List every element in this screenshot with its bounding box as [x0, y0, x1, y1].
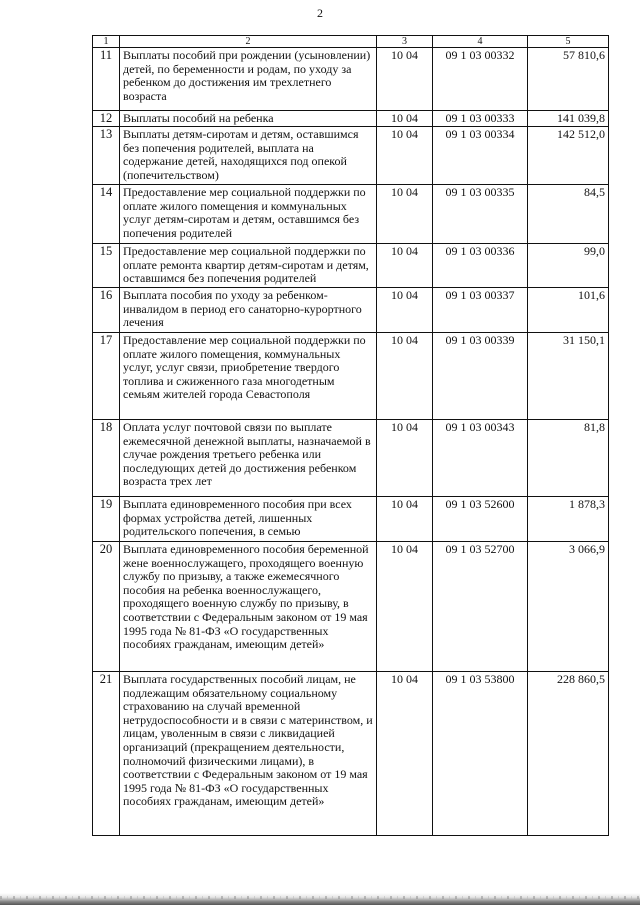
row-number: 11	[93, 48, 120, 111]
row-number: 13	[93, 127, 120, 185]
table-row	[93, 333, 609, 420]
row-description: Выплаты пособий при рождении (усыновлении) детей, по беременности и родам, по уходу за ребенком до достижения им трехлетнего возраста	[120, 48, 377, 111]
row-description: Выплаты детям-сиротам и детям, оставшимся без попечения родителей, выплата на содержание детей, находящихся под опекой (попечительством)	[120, 127, 377, 185]
row-section: 10 04	[377, 127, 433, 185]
row-description: Выплаты пособий на ребенка	[120, 111, 377, 127]
row-section: 10 04	[377, 48, 433, 111]
row-number: 14	[93, 185, 120, 244]
row-description: Выплата государственных пособий лицам, не подлежащим обязательному социальному страхованию на случай временной нетрудоспособности и в связи с материнством, и лицам, уволенным в связи с ликвидацией организаций (прекращением деятельности, полномочий физическими лицами), в соответствии с Федеральным законом от 19 мая 1995 года № 81-ФЗ «О государственных пособиях гражданам, имеющим детей»	[120, 672, 377, 836]
header-col-section: 3	[377, 36, 433, 48]
row-description: Предоставление мер социальной поддержки по оплате жилого помещения и коммунальных услуг детям-сиротам и детям, оставшимся без попечения родителей	[120, 185, 377, 244]
header-row	[93, 36, 609, 48]
header-col-amount: 5	[528, 36, 609, 48]
table-row	[93, 127, 609, 185]
table-body	[93, 48, 609, 836]
row-description: Предоставление мер социальной поддержки по оплате жилого помещения, коммунальных услуг, услуг связи, приобретение твердого топлива и сжиженного газа многодетным семьям жителей города Севастополя	[120, 333, 377, 420]
row-code: 09 1 03 52700	[433, 542, 528, 672]
row-amount: 81,8	[528, 420, 609, 497]
row-section: 10 04	[377, 333, 433, 420]
row-number: 19	[93, 497, 120, 542]
row-code: 09 1 03 00343	[433, 420, 528, 497]
row-section: 10 04	[377, 420, 433, 497]
row-code: 09 1 03 00337	[433, 288, 528, 333]
row-section: 10 04	[377, 111, 433, 127]
row-amount: 3 066,9	[528, 542, 609, 672]
row-code: 09 1 03 00334	[433, 127, 528, 185]
row-number: 15	[93, 244, 120, 288]
row-number: 17	[93, 333, 120, 420]
row-amount: 1 878,3	[528, 497, 609, 542]
table-row	[93, 672, 609, 836]
row-code: 09 1 03 00332	[433, 48, 528, 111]
row-amount: 101,6	[528, 288, 609, 333]
row-amount: 228 860,5	[528, 672, 609, 836]
budget-table	[92, 35, 609, 836]
row-code: 09 1 03 52600	[433, 497, 528, 542]
row-amount: 99,0	[528, 244, 609, 288]
table-row	[93, 497, 609, 542]
table-row	[93, 48, 609, 111]
table-row	[93, 244, 609, 288]
row-number: 12	[93, 111, 120, 127]
row-number: 16	[93, 288, 120, 333]
row-amount: 84,5	[528, 185, 609, 244]
row-section: 10 04	[377, 672, 433, 836]
row-code: 09 1 03 00339	[433, 333, 528, 420]
table-row	[93, 542, 609, 672]
table-row	[93, 288, 609, 333]
row-description: Предоставление мер социальной поддержки по оплате ремонта квартир детям-сиротам и детям, оставшимся без попечения родителей	[120, 244, 377, 288]
header-col-description: 2	[120, 36, 377, 48]
row-description: Оплата услуг почтовой связи по выплате ежемесячной денежной выплаты, назначаемой в случае рождения третьего ребенка или последующих детей до достижения ребенком возраста трех лет	[120, 420, 377, 497]
table-row	[93, 185, 609, 244]
header-col-number: 1	[93, 36, 120, 48]
table-row	[93, 420, 609, 497]
scan-noise	[0, 896, 640, 899]
row-code: 09 1 03 00335	[433, 185, 528, 244]
row-amount: 31 150,1	[528, 333, 609, 420]
row-section: 10 04	[377, 185, 433, 244]
table-row	[93, 111, 609, 127]
row-section: 10 04	[377, 542, 433, 672]
row-number: 21	[93, 672, 120, 836]
row-number: 18	[93, 420, 120, 497]
row-description: Выплата единовременного пособия при всех формах устройства детей, лишенных родительского попечения, в семью	[120, 497, 377, 542]
table-header	[93, 36, 609, 48]
row-amount: 57 810,6	[528, 48, 609, 111]
row-amount: 141 039,8	[528, 111, 609, 127]
row-section: 10 04	[377, 288, 433, 333]
row-code: 09 1 03 00336	[433, 244, 528, 288]
row-amount: 142 512,0	[528, 127, 609, 185]
scan-edge-shadow	[0, 893, 640, 905]
row-section: 10 04	[377, 244, 433, 288]
row-number: 20	[93, 542, 120, 672]
row-section: 10 04	[377, 497, 433, 542]
page-number: 2	[317, 6, 323, 20]
row-description: Выплата единовременного пособия беременной жене военнослужащего, проходящего военную службу по призыву, а также ежемесячного пособия на ребенка военнослужащего, проходящего военную службу по призыву, в соответствии с Федеральным законом от 19 мая 1995 года № 81-ФЗ «О государственных пособиях гражданам, имеющим детей»	[120, 542, 377, 672]
row-description: Выплата пособия по уходу за ребенком-инвалидом в период его санаторно-курортного лечения	[120, 288, 377, 333]
row-code: 09 1 03 00333	[433, 111, 528, 127]
header-col-code: 4	[433, 36, 528, 48]
row-code: 09 1 03 53800	[433, 672, 528, 836]
